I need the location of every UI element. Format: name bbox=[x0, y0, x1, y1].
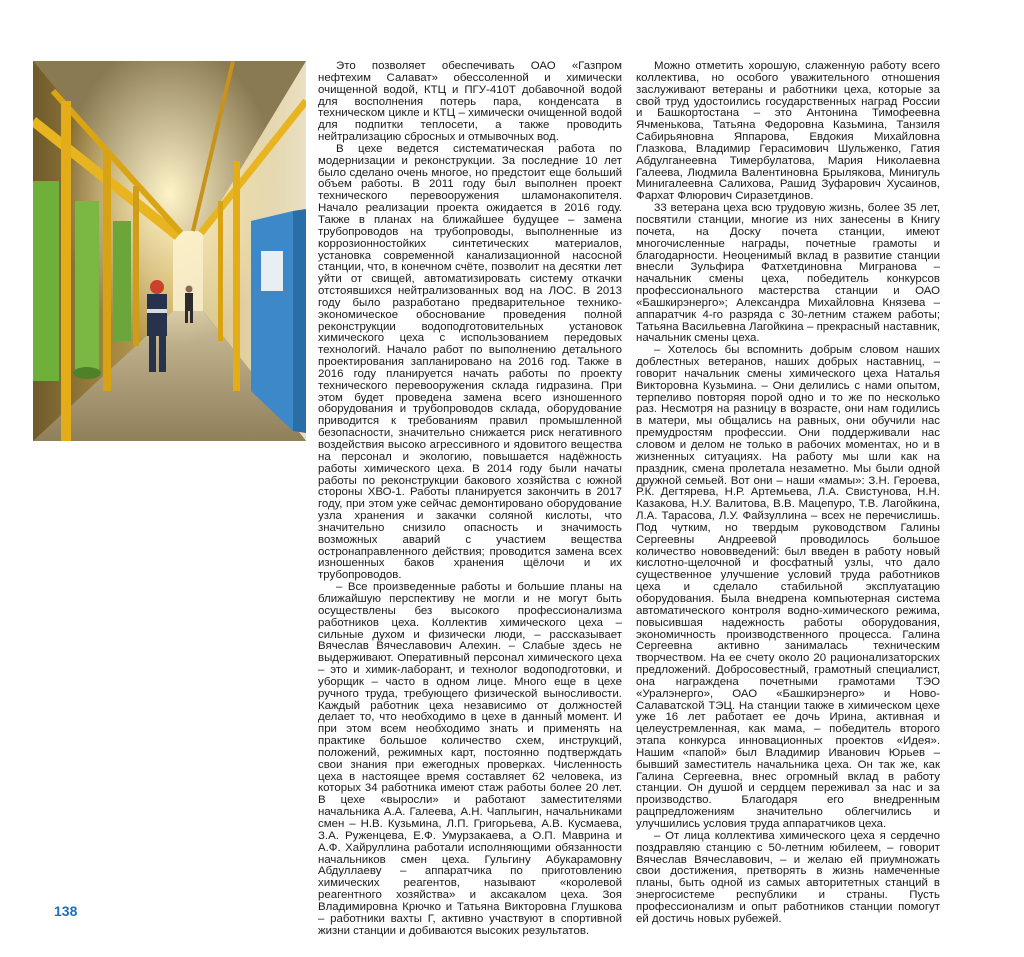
paragraph: 33 ветерана цеха всю трудовую жизнь, более 35 лет, посвятили станции, многие из них занесены в Книгу почета, на Доску почета станции, имеют многочисленные награды, почетные грамоты и благодарности. Неоценимый вклад в развитие станции внесли Зульфира Фатхетдиновна Мигранова – начальник смены цеха, победитель конкурсов профессионального мастерства станции и ОАО «Башкирэнерго»; Александра Михайловна Князева – аппаратчик 4-го разряда с 30-летним стажем работы; Татьяна Васильевна Лагойкина – прекрасный наставник, начальник смены цеха. bbox=[636, 202, 940, 345]
paragraph: В цехе ведется систематическая работа по модернизации и реконструкции. За последние 10 лет было сделано очень многое, но предстоит еще больший объем работы. В 2011 году был выполнен проект технического перевооружения шламонакопителя. Начало реализации проекта ожидается в 2016 году. Также в планах на ближайшее будущее – замена трубопроводов на трубопроводы, выполненные из коррозионностойких синтетических материалов, установка современной канализационной насосной станции, что, в конечном счёте, позволит на десятки лет уйти от свищей, автоматизировать систему откачки отстоявшихся нейтрализованных вод на ЛОС. В 2013 году было разработано предварительное технико-экономическое обоснование проведения полной реконструкции водоподготовительных установок химического цеха с использованием передовых технологий. Начало работ по выполнению детального проектирования запланировано на 2016 год. Также в 2016 году планируется начать работы по проекту технического перевооружения склада гидразина. При этом будет проведена замена всего изношенного оборудования и трубопроводов склада, оборудование приводится к требованиям правил промышленной безопасности, значительно снижается риск негативного воздействия высоко агрессивного и ядовитого вещества на персонал и экологию, повышается надёжность работы химического цеха. В 2014 году были начаты работы по реконструкции бакового хозяйства с южной стороны ХВО-1. Работы планируется закончить в 2017 году, при этом уже сейчас демонтировано оборудование узла хранения и закачки соляной кислоты, что значительно снизило опасность и значимость возможных аварий с участием вещества остронаправленного действия; проводится замена всех изношенных баков хранения щёлочи и их трубопроводов. bbox=[318, 142, 622, 582]
paragraph: – Хотелось бы вспомнить добрым словом наших доблестных ветеранов, наших добрых наставниц, – говорит начальник смены химического цеха Наталья Викторовна Кузьмина. – Они делились с нами опытом, терпеливо повторяя порой одно и то же по несколько раз. Несмотря на разницу в возрасте, они нам годились в матери, мы общались на равных, они обучили нас премудростям профессии. Они поддерживали нас словом и делом не только в рабочих моментах, но и в жизненных ситуациях. На работу мы шли как на праздник, смена пролетала незаметно. Мы были одной дружной семьей. Вот они – наши «мамы»: З.Н. Героева, Р.К. Дегтярева, Н.Р. Артемьева, Л.А. Свистунова, Н.Н. Казакова, Н.У. Валитова, В.В. Мацепуро, Т.В. Лагойкина, Л.А. Тарасова, Л.У. Файзуллина – всех не перечислишь. Под чутким, но твердым руководством Галины Сергеевны Андреевой проводилось большое количество нововведений: был введен в работу новый кислотно-щелочной и фосфатный узлы, что дало существенное улучшение условий труда работников цеха и сделало стабильной эксплуатацию оборудования. Была внедрена компьютерная система автоматического контроля водно-химического режима, повысившая надежность работы оборудования, экономичность производственного процесса. Галина Сергеевна активно занималась техническим творчеством. На ее счету около 20 рационализаторских предложений. Добросовестный, грамотный специалист, она награждена почетными грамотами ТЭО «Уралэнерго», ОАО «Башкирэнерго» и Ново-Салаватской ТЭЦ. На станции также в химическом цехе уже 16 лет работает ее дочь Ирина, активная и целеустремленная, как мама, – победитель второго этапа конкурса инновационных проектов «Идея». Нашим «папой» был Владимир Иванович Юрьев – бывший заместитель начальника цеха. Он так же, как Галина Сергеевна, внес огромный вклад в работу станции. Он душой и сердцем переживал за нас и за производство. Благодаря его внедренным рацпредложениям значительно облегчились и улучшились условия труда аппаратчиков цеха. bbox=[636, 344, 940, 830]
page-number: 138 bbox=[54, 903, 78, 919]
paragraph: Можно отметить хорошую, слаженную работу всего коллектива, но особого уважительного отношения заслуживают ветераны и работники цеха, которые за свой труд удостоились государственных наград России и Башкортостана – это Антонина Тимофеевна Ячменькова, Татьяна Федоровна Казьмина, Танзиля Сабирьяновна Яппарова, Евдокия Михайловна Глазкова, Владимир Герасимович Шульженко, Гатия Абдулганеевна Тимербулатова, Мария Николаевна Галеева, Людмила Валентиновна Брылякова, Минигуль Минигалеевна Салихова, Рашид Зуфарович Хусаинов, Фархат Флюрович Сиразетдинов. bbox=[636, 60, 940, 203]
paragraph: – От лица коллектива химического цеха я сердечно поздравляю станцию с 50-летним юбилеем, – говорит Вячеслав Вячеславович, – и желаю ей приумножать свои достижения, претворять в жизнь намеченные планы, быть одной из самых авторитетных станций в энергосистеме республики и страны. Пусть профессионализм и опыт работников станции помогут ей достичь новых рубежей. bbox=[636, 829, 940, 925]
column-right bbox=[636, 61, 940, 926]
paragraph: Это позволяет обеспечивать ОАО «Газпром нефтехим Салават» обессоленной и химически очищенной водой, КТЦ и ПГУ-410Т добавочной водой для восполнения потерь пара, конденсата в техническом цикле и КТЦ – химически очищенной водой для подпитки теплосети, а также проводить нейтрализацию сбросных и отмывочных вод. bbox=[318, 60, 622, 144]
photo-chemical-shop-corridor bbox=[33, 61, 306, 441]
column-middle bbox=[318, 61, 622, 937]
paragraph: – Все произведенные работы и большие планы на ближайшую перспективу не могли и не могут быть осуществлены без высокого профессионализма работников цеха. Коллектив химического цеха – сильные духом и физически люди, – рассказывает Вячеслав Вячеславович Алехин. – Слабые здесь не выдерживают. Оперативный персонал химического цеха – это и химик-лаборант, и технолог водоподготовки, и уборщик – часто в одном лице. Много еще в цехе ручного труда, требующего физической выносливости. Каждый работник цеха независимо от должностей делает то, что необходимо в цехе в данный момент. И при этом всем необходимо знать и применять на практике большое количество схем, инструкций, положений, режимных карт, постоянно подтверждать свои знания при ежегодных проверках. Численность цеха в настоящее время составляет 62 человека, из которых 34 работника имеют стаж работы более 20 лет. В цехе «выросли» и работают заместителями начальника А.А. Галеева, А.Н. Чаплыгин, начальниками смен – Н.В. Кузьмина, Л.П. Григорьева, А.В. Кусмаева, З.А. Руженцева, Е.Ф. Умурзакаева, а О.П. Маврина и А.Ф. Хайруллина работали исполняющими обязанности начальников смен цеха. Гульгину Абукарамовну Абдуллаеву – аппаратчика по приготовлению химических реагентов, называют «королевой реагентного хозяйства» и аксакалом цеха. Зоя Владимировна Крючко и Татьяна Викторовна Глушкова – работники вахты Г, активно участвуют в спортивной жизни станции и добиваются высоких результатов. bbox=[318, 581, 622, 937]
article-photo bbox=[33, 61, 306, 441]
